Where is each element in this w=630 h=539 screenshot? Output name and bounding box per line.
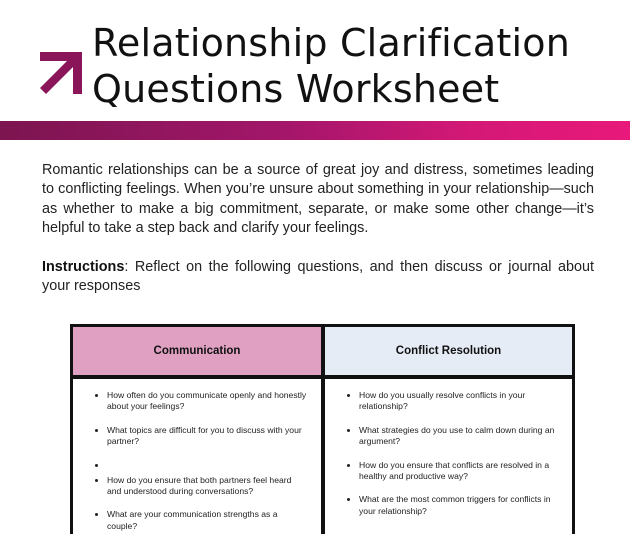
instructions-paragraph (42, 258, 594, 297)
title-line-1: Relationship Clarification (92, 21, 571, 65)
communication-heading: Communication (73, 327, 321, 375)
empty-question-item (107, 460, 307, 471)
question-item: • How do you ensure that conflicts are resolved in a healthy and productive way? (359, 460, 558, 483)
conflict-resolution-cell (325, 379, 572, 539)
header-gradient-band (0, 121, 630, 140)
question-item: • What are the most common triggers for conflicts in your relationship? (359, 494, 558, 517)
question-item: • What strategies do you use to calm down during an argument? (359, 425, 558, 448)
page-title (92, 20, 570, 112)
questions-table (70, 324, 575, 534)
title-line-2: Questions Worksheet (92, 67, 500, 111)
question-item: • What are your communication strengths as a couple? (107, 509, 307, 532)
instructions-label: Instructions (42, 259, 125, 275)
question-item: • How do you ensure that both partners feel heard and understood during conversations? (107, 475, 307, 498)
conflict-question-list (325, 379, 572, 517)
question-item: • How do you usually resolve conflicts in your relationship? (359, 390, 558, 413)
arrow-up-right-icon (36, 48, 86, 98)
communication-cell (73, 379, 321, 539)
conflict-resolution-heading: Conflict Resolution (325, 327, 572, 375)
question-item: • What topics are difficult for you to discuss with your partner? (107, 425, 307, 448)
communication-question-list (73, 379, 321, 532)
worksheet-header (0, 0, 630, 120)
question-item: • How often do you communicate openly and honestly about your feelings? (107, 390, 307, 413)
instructions-text: : Reflect on the following questions, and then discuss or journal about your responses (42, 259, 594, 295)
intro-paragraph: Romantic relationships can be a source of great joy and distress, sometimes leading to conflicting feelings. When you’re unsure about something in your relationship—such as whether to make a big commitment, separate, or make some other change—it’s helpful to take a step back and clarify your feelings. (42, 162, 594, 236)
